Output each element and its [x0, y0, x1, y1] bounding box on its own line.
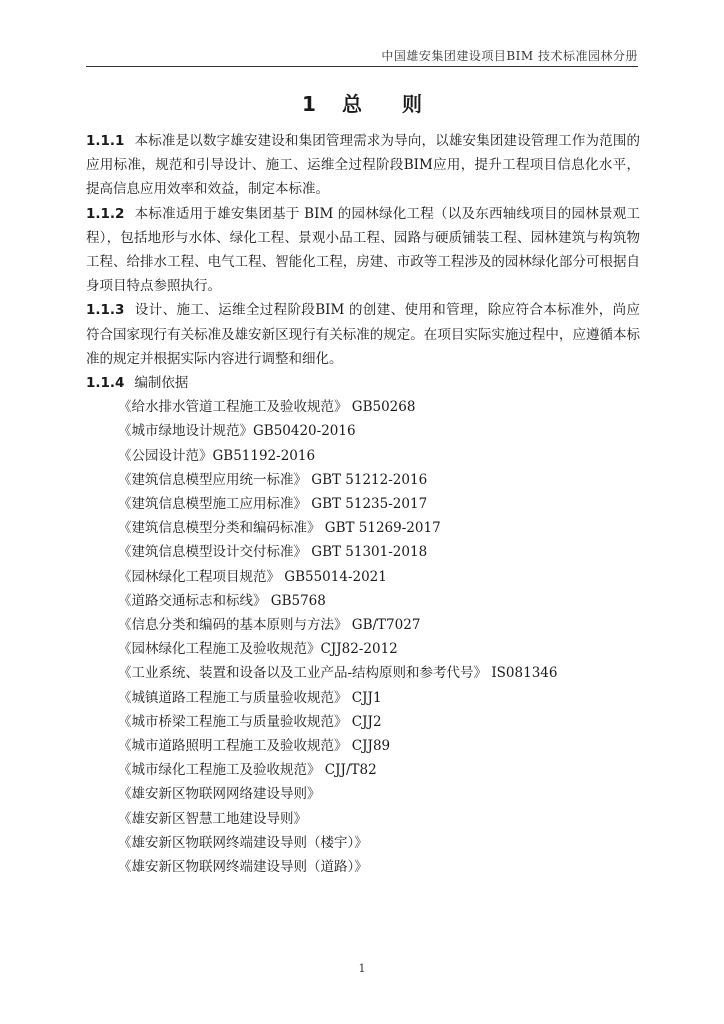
clause-text: 设计、施工、运维全过程阶段BIM 的创建、使用和管理，除应符合本标准外，尚应符合国家现行有关标准及雄安新区现行有关标准的规定。在项目实际实施过程中，应遵循本标准的规定并根据实际内容进行调整和细化。 — [86, 302, 640, 367]
clause-number: 1.1.1 — [86, 133, 125, 149]
reference-item: 《城市绿地设计规范》GB50420-2016 — [118, 423, 356, 440]
reference-item: 《城市绿化工程施工及验收规范》 CJJ/T82 — [118, 762, 377, 779]
clause-text: 本标准是以数字雄安建设和集团管理需求为导向，以雄安集团建设管理工作为范围的应用标准，规范和引导设计、施工、运维全过程阶段BIM应用，提升工程项目信息化水平，提高信息应用效率和效益，制定本标准。 — [86, 133, 640, 198]
header-rule — [86, 66, 638, 67]
reference-item: 《建筑信息模型分类和编码标准》 GBT 51269-2017 — [118, 520, 441, 537]
chapter-title — [0, 88, 724, 117]
chapter-title-char-1: 总 — [341, 92, 362, 116]
reference-item: 《公园设计范》GB51192-2016 — [118, 447, 316, 464]
clause-1-1-3 — [86, 298, 640, 371]
reference-item: 《工业系统、装置和设备以及工业产品-结构原则和参考代号》 IS081346 — [118, 665, 558, 682]
clause-number: 1.1.2 — [86, 205, 125, 222]
reference-item: 《雄安新区物联网网络建设导则》 — [118, 786, 321, 803]
reference-item: 《信息分类和编码的基本原则与方法》 GB/T7027 — [118, 617, 421, 634]
reference-item: 《雄安新区智慧工地建设导则》 — [118, 810, 307, 827]
running-header: 中国雄安集团建设项目BIM 技术标准园林分册 — [381, 49, 638, 63]
reference-item: 《城市道路照明工程施工及验收规范》 CJJ89 — [118, 738, 391, 755]
reference-item: 《园林绿化工程施工及验收规范》CJJ82-2012 — [118, 641, 398, 658]
clause-1-1-2 — [86, 202, 640, 299]
reference-item: 《城镇道路工程施工与质量验收规范》 CJJ1 — [118, 689, 382, 706]
reference-item: 《雄安新区物联网终端建设导则（楼宇）》 — [118, 834, 368, 851]
clause-1-1-1 — [86, 129, 640, 202]
clause-text: 编制依据 — [134, 375, 189, 392]
reference-item: 《建筑信息模型设计交付标准》 GBT 51301-2018 — [118, 544, 428, 561]
reference-item: 《建筑信息模型施工应用标准》 GBT 51235-2017 — [118, 496, 428, 513]
reference-list — [86, 395, 640, 879]
reference-item: 《雄安新区物联网终端建设导则（道路）》 — [118, 859, 368, 876]
reference-item: 《城市桥梁工程施工与质量验收规范》 CJJ2 — [118, 713, 382, 730]
clause-number: 1.1.3 — [86, 302, 125, 319]
reference-item: 《建筑信息模型应用统一标准》 GBT 51212-2016 — [118, 471, 428, 488]
page-number: 1 — [358, 962, 366, 975]
reference-item: 《园林绿化工程项目规范》 GB55014-2021 — [118, 568, 387, 585]
clause-number: 1.1.4 — [86, 375, 125, 392]
reference-item: 《给水排水管道工程施工及验收规范》 GB50268 — [118, 399, 416, 416]
chapter-number: 1 — [302, 92, 316, 116]
clause-1-1-4 — [86, 371, 640, 395]
chapter-title-char-2: 则 — [401, 92, 422, 116]
clause-text: 本标准适用于雄安集团基于 BIM 的园林绿化工程（以及东西轴线项目的园林景观工程），包括地形与水体、绿化工程、景观小品工程、园路与硬质铺装工程、园林建筑与构筑物工程、给排水工程、电气工程、智能化工程，房建、市政等工程涉及的园林绿化部分可根据自身项目特点参照执行。 — [86, 205, 640, 295]
document-body — [86, 129, 640, 879]
reference-item: 《道路交通标志和标线》 GB5768 — [118, 592, 326, 609]
